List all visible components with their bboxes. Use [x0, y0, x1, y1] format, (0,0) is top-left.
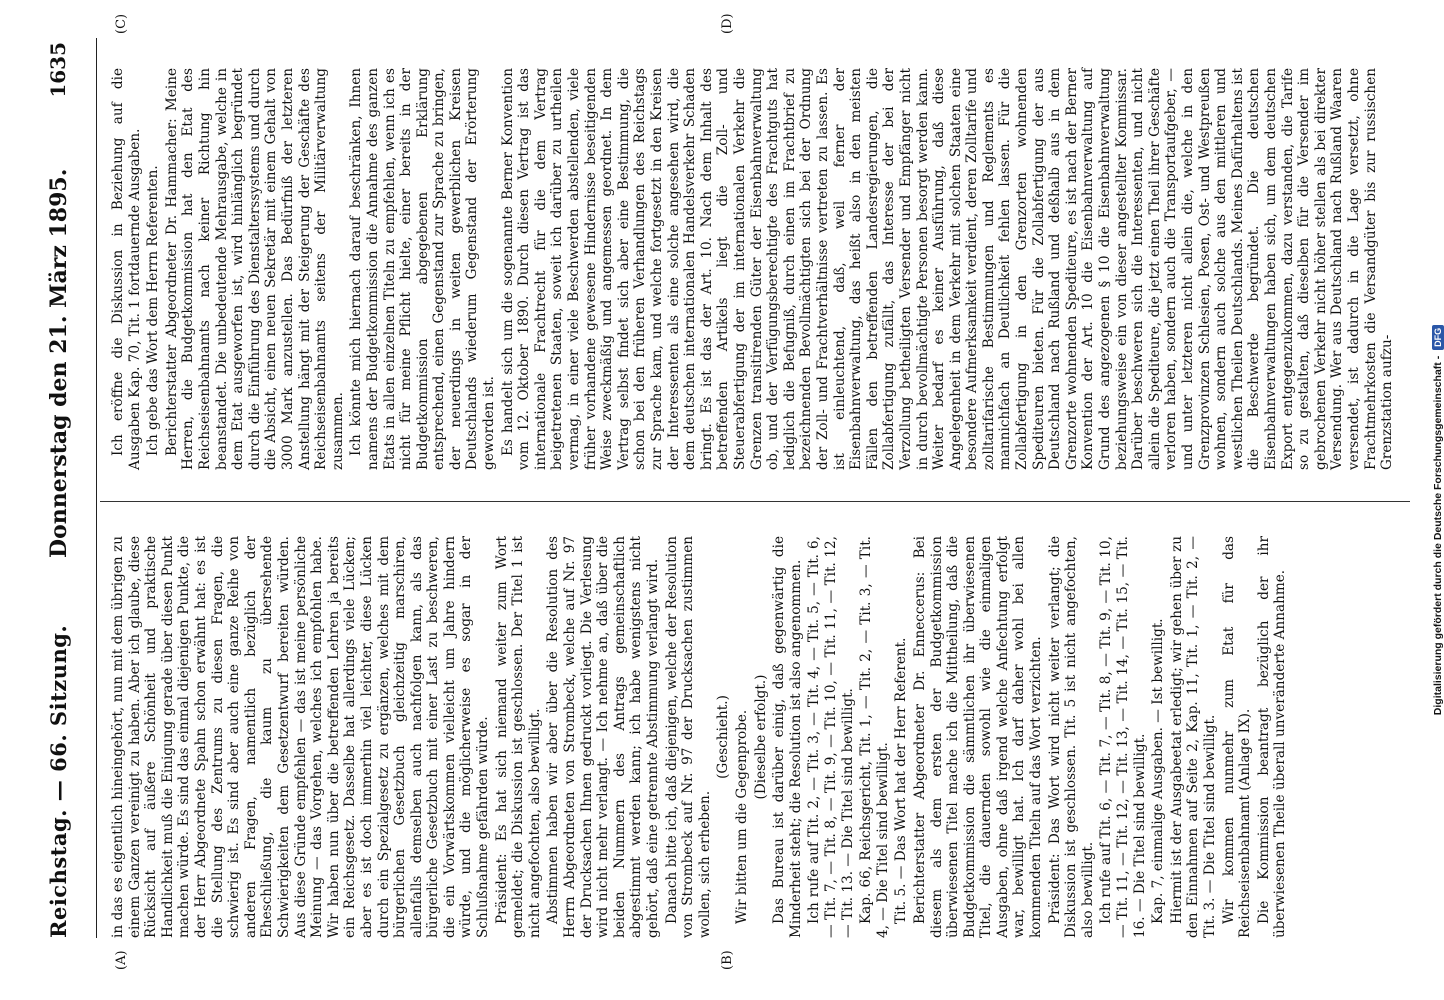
header-left: Reichstag. — 66. Sitzung. [46, 624, 71, 938]
page-header [0, 38, 97, 938]
paragraph: Die Kommission beantragt bezüglich der ihr überwiesenen Theile überall unveränderte Annahme. [1255, 536, 1289, 938]
paragraph: Wir bitten um die Gegenprobe. [733, 709, 750, 924]
paragraph: Es handelt sich um die sogenannte Berner Konvention vom 12. Oktober 1890. Durch diesen Vertrag ist das internationale Frachtrecht für die dem Vertrag beigetretenen Staaten, soweit ich darüber zu urtheilen vermag, in einer viele Beschwerden abstellenden, viele früher vorhandene gewesene Hindernisse beseitigenden Weise zweckmäßig und angemessen geordnet. In dem Vertrag selbst findet sich aber eine Bestimmung, die schon bei den früheren Verhandlungen des Reichstags zur Sprache kam, und welche fortgesetzt in den Kreisen der Interessenten als eine solche angesehen wird, die dem deutschen internationalen Handelsverkehr Schaden bringt. Es ist das der Art. 10. Nach dem Inhalt des betreffenden Artikels liegt die Zoll- und Steuerabfertigung der im internationalen Verkehr die Grenzen transitirenden Güter der Eisenbahnverwaltung ob, und der Verfügungsberechtigte des Frachtguts hat lediglich die Befugniß, durch einen im Frachtbrief zu bezeichnenden Bevollmächtigten sich bei der Ordnung der Zoll- und Frachtverhältnisse vertreten zu lassen. Es ist einleuchtend, daß, weil ferner der Eisenbahnverwaltung, das heißt also in den meisten Fällen den betreffenden Landesregierungen, die Zollabfertigung zufällt, das Interesse der bei der Verzollung betheiligten Versender und Empfänger nicht in durch bevollmächtigte Personen besorgt werden kann. Weiter bedarf es keiner Ausführung, daß diese Angelegenheit in dem Verkehr mit solchen Staaten eine besondere Aufmerksamkeit verdient, deren Zolltarife und zolltarifarische Bestimmungen und Reglements es mannichfach an Deutlichkeit fehlen lassen. Für die Zollabfertigung in den Grenzorten wohnenden Spediteuren bieten. Für die Zollabfertigung der aus Deutschland nach Rußland und deßhalb aus in dem Grenzorte wohnenden Spediteure, es ist nach der Berner Konvention der Art. 10 die Eisenbahnverwaltung auf Grund des angezogenen § 10 die Eisenbahnverwaltung beziehungsweise ein von dieser angestellter Kommissar. Darüber beschweren sich die Interessenten, und nicht allein die Spediteure, die jetzt einen Theil ihrer Geschäfte verloren haben, sondern auch die Transportaufgeber, — und unter letzteren nicht allein die, welche in den Grenzprovinzen Schlesien, Posen, Ost- und Westpreußen wohnen, sondern auch solche aus den mittleren und westlichen Theilen Deutschlands. Meines Dafürhaltens ist die Beschwerde begründet. Die deutschen Eisenbahnverwaltungen haben sich, um dem deutschen Export entgegenzukommen, dazu verstanden, die Tarife so zu gestalten, daß dieselben für die Versender im gebrochenen Verkehr nicht höher stellen als bei direkter Versendung. Wer aus Deutschland nach Rußland Waaren versendet, ist dadurch in die Lage versetzt, ohne Frachtmehrkosten die Versandgüter bis zur russischen Grenzstation aufzu- [499, 68, 1396, 470]
paragraph: Präsident: Das Wort wird nicht weiter verlangt; die Diskussion ist geschlossen. Tit. 5 ist nicht angefochten, also bewilligt. [1046, 536, 1096, 938]
paragraph: Berichterstatter Abgeordneter Dr. Hammacher: Meine Herren, die Budgetkommission hat den Etat des Reichseisenbahnamts nach keiner Richtung hin beanstandet. Die unbedeutende Mehrausgabe, welche in dem Etat ausgeworfen ist, wird hinlänglich begründet durch die Einführung des Dienstalterssystems und durch die Absicht, einen neuen Sekretär mit einem Gehalt von 3000 Mark anzustellen. Das Bedürfniß der letzteren Anstellung hängt mit der Steigerung der Geschäfte des Reichseisenbahnamts seitens der Militärverwaltung zusammen. [163, 68, 346, 470]
right-column [110, 68, 1398, 470]
margin-marker-a: (A) [114, 950, 129, 970]
paragraph: Kap. 66, Reichsgericht, Tit. 1, — Tit. 2, — Tit. 3, — Tit. 4, — Die Titel sind bewilligt. [858, 536, 891, 938]
paragraph: Präsident: Es hat sich niemand weiter zum Wort gemeldet; die Diskussion ist geschlossen. Der Titel 1 ist nicht angefochten, also bewilligt. [493, 536, 543, 938]
dfg-logo: DFG [1432, 325, 1444, 350]
digitization-credit-strip [1412, 0, 1444, 1000]
credit-text: Digitalisierung gefördert durch die Deutsche Forschungsgemeinschaft - [1432, 355, 1444, 716]
margin-marker-d: (D) [720, 13, 735, 34]
paragraph: (Geschieht.) [715, 695, 732, 779]
paragraph: Ich könnte mich hiernach darauf beschränken, Ihnen namens der Budgetkommission die Annahme des ganzen Etats in allen einzelnen Titeln zu empfehlen, wenn ich es nicht für meine Pflicht hielte, einer bereits in der Budgetkommission abgegebenen Erklärung entsprechend, einen Gegenstand zur Sprache zu bringen, der neuerdings in weiten gewerblichen Kreisen Deutschlands wiederum Gegenstand der Erörterung geworden ist. [348, 68, 498, 470]
left-column [110, 536, 1291, 938]
paragraph: Berichterstatter Abgeordneter Dr. Enneccerus: Bei diesem als dem ersten der Budgetkommission überwiesenen Titel mache ich die Mittheilung, daß die Budgetkommission die sämmtlichen ihr überwiesenen Titel, die dauernden sowohl wie die einmaligen Ausgaben, ohne daß irgend welche Anfechtung erfolgt war, bewilligt hat. Ich darf daher wohl bei allen kommenden Titeln auf das Wort verzichten. [911, 536, 1045, 938]
paragraph: Tit. 5. — Das Wort hat der Herr Referent. [893, 637, 910, 924]
margin-marker-b: (B) [720, 950, 735, 970]
paragraph: in das es eigentlich hineingehört, nun mit dem übrigen zu einem Ganzen vereinigt zu haben. Aber ich glaube, diese Rücksicht auf äußere Schönheit und praktische Handlichkeit muß die Einigung gerade über diesen Punkt machen würde. Es sind das einmal diejenigen Punkte, die der Herr Abgeordnete Spahn schon erwähnt hat: es ist die Stellung des Zentrums zu diesen Fragen, die schwierig ist. Es sind aber auch eine ganze Reihe von anderen Fragen, namentlich bezüglich der Eheschließung, die kaum zu übersehende Schwierigkeiten dem Gesetzentwurf bereiten würden. Aus diese Gründe empfehlen — das ist meine persönliche Meinung — das Vorgehen, welches ich empfohlen habe. Wir haben nun über die betreffenden Lehren ja bereits ein Reichsgesetz. Dasselbe hat allerdings viele Lücken; aber es ist doch immerhin viel leichter, diese Lücken durch ein Spezialgesetz zu ergänzen, welches mit dem bürgerlichen Gesetzbuch gleichzeitig marschiren, allenfalls demselben auch nachfolgen kann, als das bürgerliche Gesetzbuch mit einer Last zu beschweren, die ein Vorwärtskommen vielleicht um Jahre hindern würde, und die möglicherweise es sogar in der Schlußnahme gefährden würde. [110, 536, 492, 938]
paragraph: Hiermit ist der Ausgabeetat erledigt; wir gehen über zu den Einnahmen auf Seite 2, Kap. 11, Tit. 1, — Tit. 2, — Tit. 3. — Die Titel sind bewilligt. [1168, 536, 1218, 938]
paragraph: Abstimmen haben wir aber über die Resolution des Herrn Abgeordneten von Strombeck, welche auf Nr. 97 der Drucksachen Ihnen gedruckt vorliegt. Die Verlesung wird nicht mehr verlangt. — Ich nehme an, daß über die beiden Nummern des Antrags gemeinschaftlich abgestimmt werden kann; ich habe wenigstens nicht gehört, daß eine getrennte Abstimmung verlangt wird. [545, 536, 661, 938]
header-date: Donnerstag den 21. März 1895. [46, 168, 72, 558]
page-number: 1635 [46, 42, 70, 98]
paragraph: Kap. 7, einmalige Ausgaben. — Ist bewilligt. [1150, 618, 1167, 924]
paragraph: Ich rufe auf Tit. 2, — Tit. 3, — Tit. 4, — Tit. 5, — Tit. 6, — Tit. 7, — Tit. 8, — Tit. 9, — Tit. 10, — Tit. 11, — Tit. 12, — Tit. 13. — Die Titel sind bewilligt. [806, 536, 856, 938]
paragraph: Das Bureau ist darüber einig, daß gegenwärtig die Minderheit steht; die Resolution ist also angenommen. [771, 536, 804, 938]
paragraph: Ich gebe das Wort dem Herrn Referenten. [145, 165, 162, 456]
digitization-credit [1432, 40, 1444, 1000]
column-divider [100, 501, 1410, 502]
paragraph: Ich rufe auf Tit. 6, — Tit. 7, — Tit. 8, — Tit. 9, — Tit. 10, — Tit. 11, — Tit. 12, — Tit. 13, — Tit. 14, — Tit. 15, — Tit. 16. — Die Titel sind bewilligt. [1098, 536, 1148, 938]
paragraph: (Dieselbe erfolgt.) [752, 674, 769, 800]
paragraph: Wir kommen nunmehr zum Etat für das Reichseisenbahnamt (Anlage IX). [1220, 536, 1254, 938]
paragraph: Ich eröffne die Diskussion in Beziehung auf die Ausgaben Kap. 70, Tit. 1 fortdauernde Ausgaben. [110, 68, 143, 470]
paragraph: Danach bitte ich, daß diejenigen, welche der Resolution von Strombeck auf Nr. 97 der Drucksachen zustimmen wollen, sich erheben. [663, 536, 713, 938]
margin-marker-c: (C) [114, 13, 129, 34]
